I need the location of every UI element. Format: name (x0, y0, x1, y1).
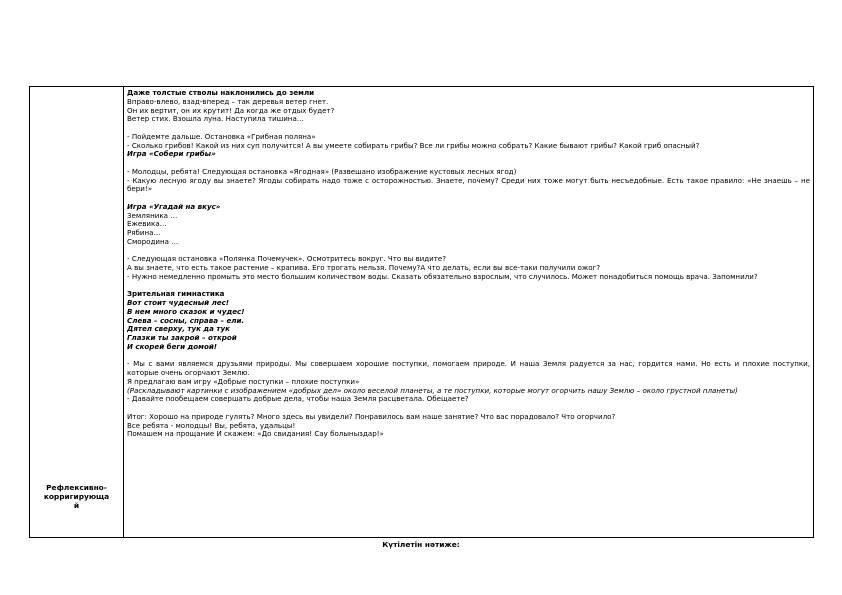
poem-line: Дятел сверху, тук да тук (127, 324, 230, 334)
text-line: - Какую лесную ягоду вы знаете? Ягоды собирать надо тоже с осторожностью. Знаете, почему? Среди них тоже могут быть несъедобные. Есть такое правило: «Не знаешь – не бери!» (127, 175, 810, 194)
text-line: - Давайте пообещаем совершать добрые дела, чтобы наша Земля расцветала. Обещаете? (127, 394, 469, 404)
text-line: Даже толстые стволы наклонились до земли (127, 88, 315, 97)
text-line: А вы знаете, что есть такое растение – крапива. Его трогать нельзя. Почему?А что делать, если вы все-таки получили ожог? (127, 263, 601, 272)
text-line: - Следующая остановка «Полянка Почемучек». Осмотритесь вокруг. Что вы видите? (127, 254, 447, 264)
poem-line: Глазки ты закрой – открой (127, 333, 237, 342)
text-line: Смородина … (127, 236, 179, 246)
text-line: Вправо-влево, взад-вперед – так деревья ветер гнет. (127, 96, 329, 106)
text-line: Рябина… (127, 228, 161, 237)
game-title: Игра «Собери грибы» (127, 149, 216, 159)
text-line: Он их вертит, он их крутит! Да когда же отдых будет? (127, 105, 335, 115)
stage-label-line: й (73, 501, 80, 510)
poem-line: В нем много сказок и чудес! (127, 306, 245, 316)
expected-result-heading: Күтілетін нәтиже: (382, 540, 460, 549)
stage-label (32, 483, 121, 510)
text-line: Земляника … (127, 210, 178, 220)
blank-line (127, 282, 810, 291)
poem-line: И скорей беги домой! (127, 341, 218, 351)
text-line: Итог: Хорошо на природе гулять? Много здесь вы увидели? Понравилось вам наше занятие? Что вас порадовало? Что огорчило? (127, 411, 616, 421)
section-title: Зрительная гимнастика (127, 289, 225, 299)
text-line: - Нужно немедленно промыть это место большим количеством воды. Сказать обязательно взрослым, что случилось. Может понадобиться помощь врача. Запомнили? (127, 271, 758, 281)
text-line: - Молодцы, ребята! Следующая остановка «Ягодная» (Развешано изображение кустовых лесных ягод) (127, 166, 517, 176)
stage-label-line: Рефлексивно- (46, 483, 107, 492)
text-line: Я предлагаю вам игру «Добрые поступки – плохие поступки» (127, 376, 360, 386)
blank-line (127, 194, 810, 203)
poem-line: Вот стоит чудесный лес! (127, 298, 230, 307)
poem-line: Слева – сосны, справа – ели. (127, 315, 245, 325)
text-line: Ветер стих. Взошла луна. Наступила тишина… (127, 114, 304, 124)
lesson-table (29, 86, 814, 538)
text-line: - Мы с вами являемся друзьями природы. Мы совершаем хорошие поступки, помогаем природе. И наша Земля радуется за нас, гордится нами. Но есть и плохие поступки, которые очень огорчают Землю. (127, 359, 810, 377)
text-line: Все ребята - молодцы! Вы, ребята, удальцы! (127, 420, 296, 430)
game-title: Игра «Угадай на вкус» (127, 201, 221, 211)
stage-label-line: корригирующа (43, 492, 110, 501)
text-line: - Пойдемте дальше. Остановка «Грибная поляна» (127, 131, 316, 141)
text-line: (Раскладывают картинки с изображением «добрых дел» около веселой планеты, а те поступки, которые могут огорчить нашу Землю – около грустной планеты) (127, 385, 738, 395)
text-line: - Сколько грибов! Какой из них суп получится! А вы умеете собирать грибы? Все ли грибы можно собрать? Какие бывают грибы? Какой гриб опасный? (127, 140, 700, 150)
stage-cell (30, 87, 124, 537)
content-cell (124, 87, 813, 537)
text-line: Ежевика… (127, 219, 167, 229)
text-line: Помашем на прощание И скажем: «До свидания! Сау болыныздар!» (127, 429, 384, 439)
